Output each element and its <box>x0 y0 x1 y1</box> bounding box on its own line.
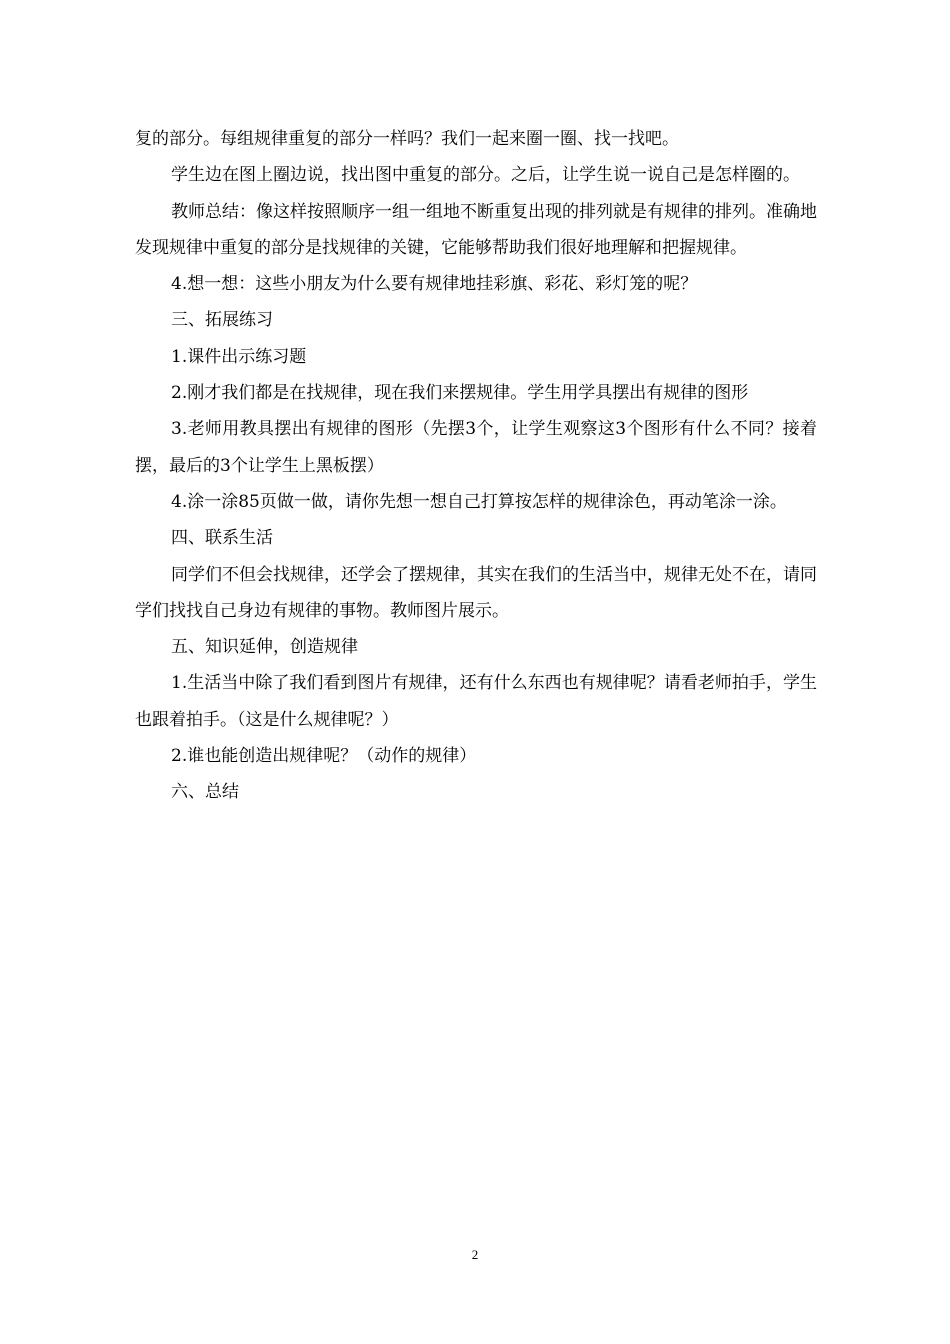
page-number: 2 <box>471 1247 479 1262</box>
paragraph-item-1: 1.课件出示练习题 <box>171 346 307 367</box>
paragraph-extension-item-1: 1.生活当中除了我们看到图片有规律，还有什么东西也有规律呢？请看老师拍手，学生也跟着拍手。（这是什么规律呢？） <box>135 673 817 730</box>
section-heading-knowledge-extension: 五、知识延伸，创造规律 <box>171 637 358 658</box>
paragraph-item-4: 4.涂一涂85页做一做，请你先想一想自己打算按怎样的规律涂色，再动笔涂一涂。 <box>171 491 787 512</box>
section-heading-extension-practice: 三、拓展练习 <box>171 310 273 331</box>
paragraph-think: 4.想一想：这些小朋友为什么要有规律地挂彩旗、彩花、彩灯笼的呢？ <box>171 274 698 295</box>
document-body <box>135 121 817 811</box>
paragraph-teacher-summary: 教师总结：像这样按照顺序一组一组地不断重复出现的排列就是有规律的排列。准确地发现规律中重复的部分是找规律的关键，它能够帮助我们很好地理解和把握规律。 <box>135 201 817 258</box>
section-heading-summary: 六、总结 <box>171 782 239 803</box>
paragraph-student-activity: 学生边在图上圈边说，找出图中重复的部分。之后，让学生说一说自己是怎样圈的。 <box>171 165 800 186</box>
paragraph-extension-item-2: 2.谁也能创造出规律呢？（动作的规律） <box>171 746 477 767</box>
section-heading-life-connection: 四、联系生活 <box>171 528 273 549</box>
paragraph-item-3: 3.老师用教具摆出有规律的图形（先摆3个，让学生观察这3个图形有什么不同？接着摆，最后的3个让学生上黑板摆） <box>135 419 817 476</box>
paragraph-item-2: 2.刚才我们都是在找规律，现在我们来摆规律。学生用学具摆出有规律的图形 <box>171 383 749 404</box>
paragraph-continuation: 复的部分。每组规律重复的部分一样吗？我们一起来圈一圈、找一找吧。 <box>135 129 679 149</box>
paragraph-life-connection: 同学们不但会找规律，还学会了摆规律，其实在我们的生活当中，规律无处不在，请同学们找找自己身边有规律的事物。教师图片展示。 <box>135 564 817 621</box>
